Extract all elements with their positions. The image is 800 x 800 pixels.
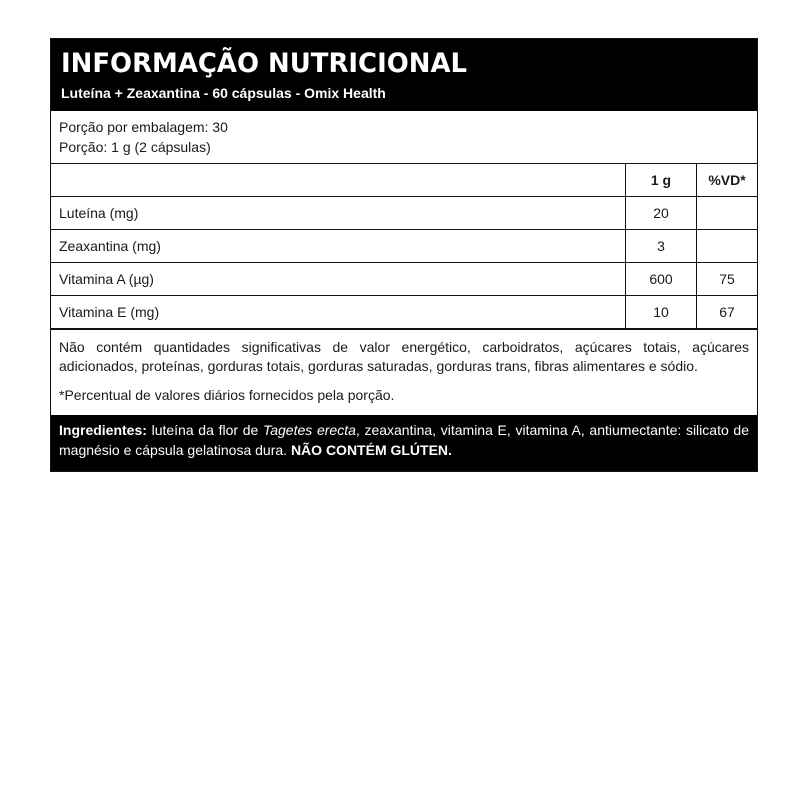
serving-info bbox=[51, 111, 757, 163]
serving-size: Porção: 1 g (2 cápsulas) bbox=[59, 139, 211, 155]
nutrient-name: Vitamina E (mg) bbox=[51, 296, 626, 330]
table-row bbox=[51, 263, 757, 296]
column-header-amount: 1 g bbox=[626, 164, 697, 197]
vd-footnote: *Percentual de valores diários fornecidos pela porção. bbox=[59, 387, 395, 403]
nutrient-amount: 20 bbox=[626, 197, 697, 230]
ingredients-label: Ingredientes: bbox=[59, 422, 147, 438]
label-title: INFORMAÇÃO NUTRICIONAL bbox=[61, 48, 468, 79]
gluten-warning: NÃO CONTÉM GLÚTEN. bbox=[290, 442, 452, 458]
product-subtitle: Luteína + Zeaxantina - 60 cápsulas - Omix Health bbox=[61, 85, 386, 101]
nutrient-name: Vitamina A (µg) bbox=[51, 263, 626, 296]
label-header bbox=[51, 39, 757, 111]
nutrient-vd: 75 bbox=[697, 263, 758, 296]
nutrition-label bbox=[50, 38, 758, 472]
nutrient-vd: 67 bbox=[697, 296, 758, 330]
nutrient-vd bbox=[697, 230, 758, 263]
ingredients-text-before: luteína da flor de bbox=[146, 422, 263, 438]
servings-per-package: Porção por embalagem: 30 bbox=[59, 119, 228, 135]
table-row bbox=[51, 296, 757, 330]
column-header-nutrient bbox=[51, 164, 626, 197]
not-significant-note: Não contém quantidades significativas de valor energético, carboidratos, açúcares totais, açúcares adicionados, proteínas, gorduras totais, gorduras saturadas, gorduras trans, fibras alimentares e sódio. bbox=[59, 339, 749, 374]
nutrient-amount: 600 bbox=[626, 263, 697, 296]
table-row bbox=[51, 230, 757, 263]
ingredients-species: Tagetes erecta bbox=[262, 422, 356, 438]
nutrient-vd bbox=[697, 197, 758, 230]
column-header-vd: %VD* bbox=[697, 164, 758, 197]
table-header-row bbox=[51, 164, 757, 197]
ingredients-text-after: , zeaxantina, vitamina E, vitamina A, antiumectante: silicato de magnésio e cápsula gelatinosa dura. bbox=[59, 422, 749, 458]
nutrition-table bbox=[51, 163, 757, 330]
nutrient-amount: 3 bbox=[626, 230, 697, 263]
nutrient-name: Luteína (mg) bbox=[51, 197, 626, 230]
nutrient-name: Zeaxantina (mg) bbox=[51, 230, 626, 263]
ingredients-section bbox=[51, 415, 757, 471]
table-row bbox=[51, 197, 757, 230]
nutrient-amount: 10 bbox=[626, 296, 697, 330]
